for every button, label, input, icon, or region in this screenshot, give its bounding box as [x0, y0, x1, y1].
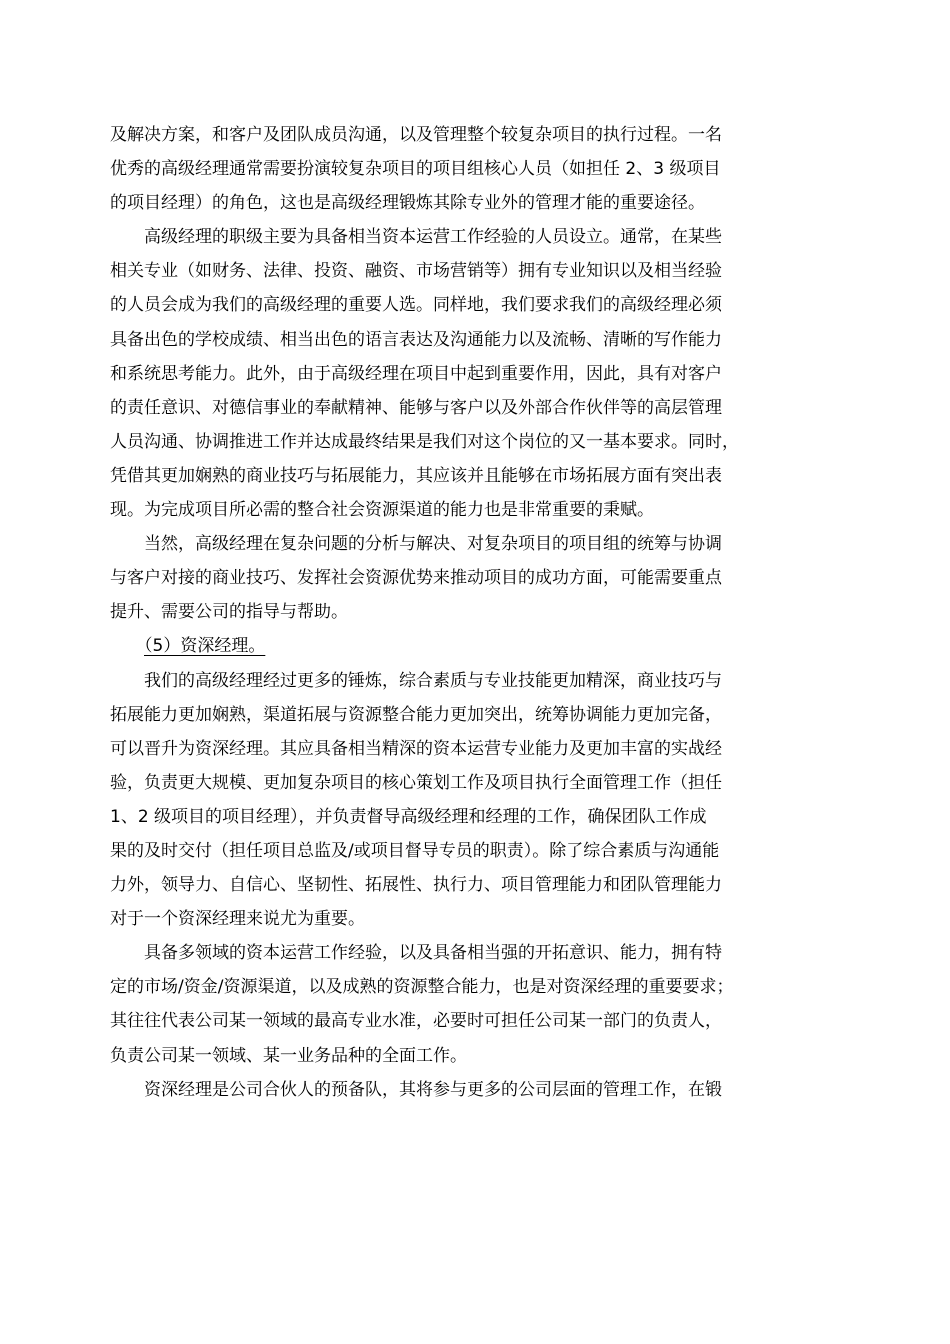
- text-line: 和系统思考能力。此外，由于高级经理在项目中起到重要作用，因此，具有对客户: [110, 363, 722, 384]
- text-line: 对于一个资深经理来说尤为重要。: [110, 909, 365, 930]
- text-line: 凭借其更加娴熟的商业技巧与拓展能力，其应该并且能够在市场拓展方面有突出表: [110, 465, 722, 486]
- text-line: 及解决方案，和客户及团队成员沟通，以及管理整个较复杂项目的执行过程。一名: [110, 125, 722, 145]
- text-line: 其往往代表公司某一领域的最高专业水准，必要时可担任公司某一部门的负责人，: [110, 1011, 722, 1032]
- body-text: [110, 118, 810, 1107]
- text-line: 验，负责更大规模、更加复杂项目的核心策划工作及项目执行全面管理工作（担任: [110, 772, 722, 793]
- text-line: 当然，高级经理在复杂问题的分析与解决、对复杂项目的项目组的统筹与协调: [110, 534, 722, 555]
- text-line: 具备多领域的资本运营工作经验，以及具备相当强的开拓意识、能力，拥有特: [110, 943, 722, 964]
- text-line: 具备出色的学校成绩、相当出色的语言表达及沟通能力以及流畅、清晰的写作能力: [110, 329, 722, 350]
- text-line: 的责任意识、对德信事业的奉献精神、能够与客户以及外部合作伙伴等的高层管理: [110, 397, 722, 418]
- text-line: 人员沟通、协调推进工作并达成最终结果是我们对这个岗位的又一基本要求。同时，: [110, 431, 739, 452]
- text-line: 资深经理是公司合伙人的预备队，其将参与更多的公司层面的管理工作，在锻: [110, 1079, 722, 1100]
- text-line: 现。为完成项目所必需的整合社会资源渠道的能力也是非常重要的秉赋。: [110, 500, 654, 521]
- text-line: 相关专业（如财务、法律、投资、融资、市场营销等）拥有专业知识以及相当经验: [110, 261, 722, 282]
- text-line: 的人员会成为我们的高级经理的重要人选。同样地，我们要求我们的高级经理必须: [110, 295, 722, 316]
- section-heading-text: （5）资深经理。: [144, 636, 266, 657]
- text-line: 提升、需要公司的指导与帮助。: [110, 602, 348, 623]
- text-line: 优秀的高级经理通常需要扮演较复杂项目的项目组核心人员（如担任 2、3 级项目: [110, 159, 721, 180]
- section-heading: [110, 629, 810, 663]
- text-line: 我们的高级经理经过更多的锤炼，综合素质与专业技能更加精深，商业技巧与: [110, 670, 722, 691]
- text-line: 的项目经理）的角色，这也是高级经理锻炼其除专业外的管理才能的重要途径。: [110, 193, 705, 214]
- text-line: 负责公司某一领域、某一业务品种的全面工作。: [110, 1045, 467, 1066]
- text-line: 果的及时交付（担任项目总监及/或项目督导专员的职责）。除了综合素质与沟通能: [110, 840, 720, 861]
- text-line: 拓展能力更加娴熟，渠道拓展与资源整合能力更加突出，统筹协调能力更加完备，: [110, 704, 722, 725]
- text-line: 高级经理的职级主要为具备相当资本运营工作经验的人员设立。通常，在某些: [110, 227, 722, 248]
- text-line: 定的市场/资金/资源渠道，以及成熟的资源整合能力，也是对资深经理的重要要求；: [110, 977, 734, 998]
- text-line: 与客户对接的商业技巧、发挥社会资源优势来推动项目的成功方面，可能需要重点: [110, 568, 722, 589]
- text-line: 可以晋升为资深经理。其应具备相当精深的资本运营专业能力及更加丰富的实战经: [110, 738, 722, 759]
- text-line: 1、2 级项目的项目经理），并负责督导高级经理和经理的工作，确保团队工作成: [110, 806, 707, 827]
- text-line: 力外，领导力、自信心、坚韧性、拓展性、执行力、项目管理能力和团队管理能力: [110, 875, 722, 896]
